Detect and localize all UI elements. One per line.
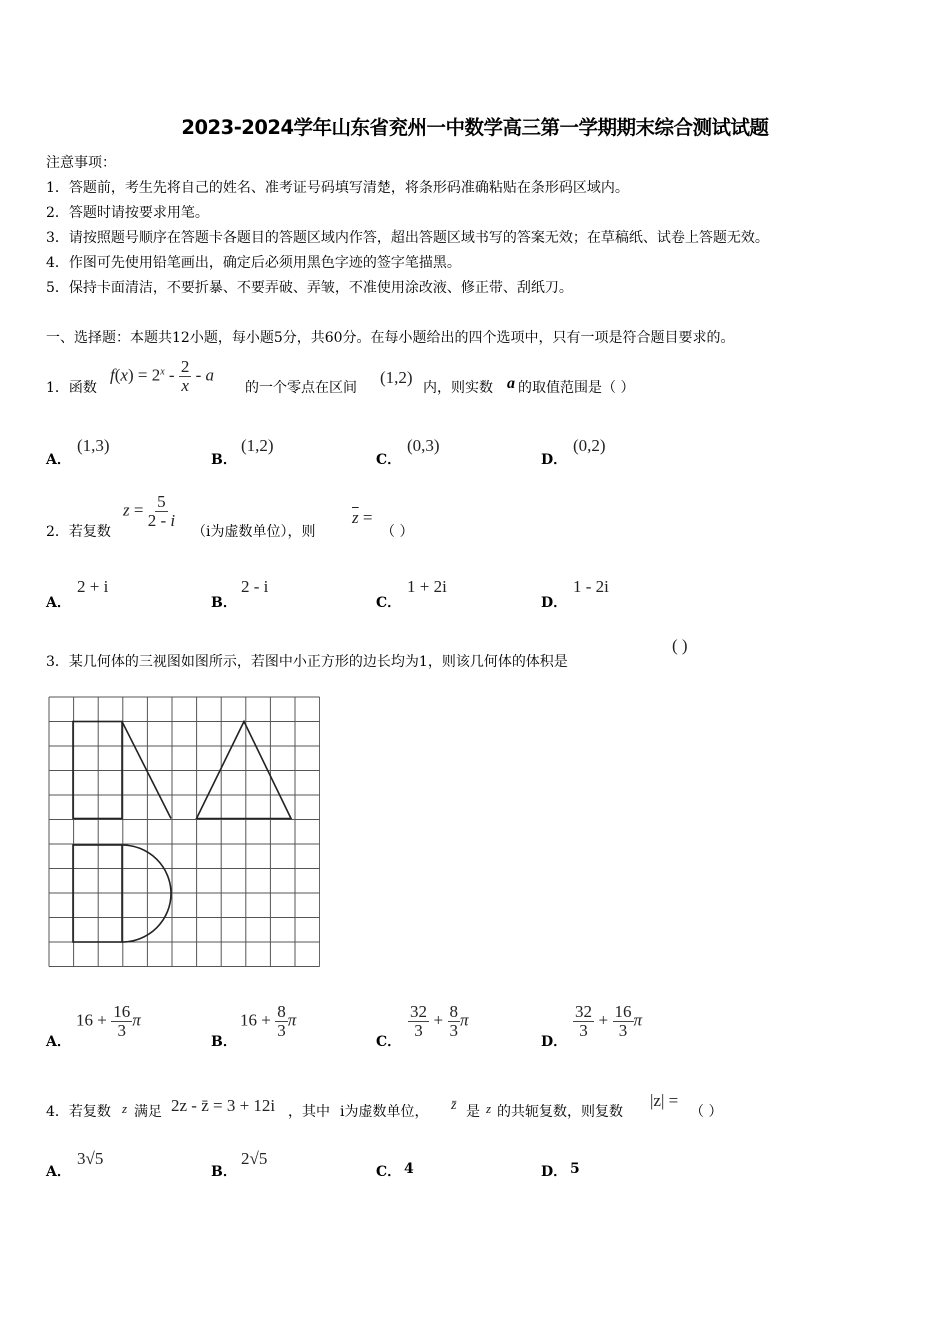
q1-var: a <box>507 375 515 392</box>
q1-interval: (1,2) <box>380 368 413 387</box>
q2-option-a-value[interactable]: 2 + i <box>77 577 109 596</box>
q4-option-c-label[interactable]: C． <box>376 1164 402 1180</box>
q3-option-a-value[interactable]: 16 + $\frac{16}{3}$ π <box>76 1002 141 1040</box>
q2-option-d-value[interactable]: 1 - 2i <box>573 577 609 596</box>
q1-option-b-value[interactable]: (1,2) <box>241 436 274 455</box>
q3-option-d-label[interactable]: D． <box>541 1034 568 1050</box>
q1-option-a-value[interactable]: (1,3) <box>77 436 110 455</box>
q4-option-c-value[interactable]: 4 <box>404 1161 414 1177</box>
q2-option-c-value[interactable]: 1 + 2i <box>407 577 447 596</box>
q4-z-2: z <box>486 1101 492 1116</box>
q4-equation: 2z - z̄ = 3 + 12i <box>171 1096 276 1115</box>
notice-item-4: 4．作图可先使用铅笔画出，确定后必须用黑色字迹的签字笔描黑。 <box>46 255 461 271</box>
q4-prefix: 4．若复数 <box>46 1104 111 1120</box>
q1-option-c-value[interactable]: (0,3) <box>407 436 440 455</box>
q1-suffix-a: 内，则实数 <box>423 380 493 396</box>
q2-prefix: 2．若复数 <box>46 524 111 540</box>
q2-suffix: （ ） <box>381 524 414 540</box>
q1-option-d-value[interactable]: (0,2) <box>573 436 606 455</box>
q4-option-a-label[interactable]: A． <box>46 1164 71 1180</box>
q4-option-b-value[interactable]: 2√5 <box>241 1149 268 1168</box>
notice-heading: 注意事项： <box>46 155 116 171</box>
q1-function-formula: $f(x) = 2^x$ - $\frac{2}{x}$ - a <box>110 357 215 395</box>
q2-option-c-label[interactable]: C． <box>376 595 402 611</box>
q4-satisfy: 满足 <box>134 1104 162 1120</box>
q4-option-b-label[interactable]: B． <box>211 1164 237 1180</box>
q4-mid2: 是 <box>466 1104 480 1120</box>
q4-option-d-value[interactable]: 5 <box>570 1161 580 1177</box>
q3-option-b-value[interactable]: 16 + $\frac{8}{3}$ π <box>240 1002 297 1040</box>
q3-option-b-label[interactable]: B． <box>211 1034 237 1050</box>
q3-option-a-label[interactable]: A． <box>46 1034 71 1050</box>
grid <box>49 697 320 967</box>
q4-option-d-label[interactable]: D． <box>541 1164 568 1180</box>
q4-abs: |z| = <box>650 1091 679 1110</box>
q4-zbar: z̄ <box>451 1098 457 1113</box>
page-title: 2023-2024学年山东省兖州一中数学高三第一学期期末综合测试试题 <box>181 116 769 139</box>
q1-suffix-b: 的取值范围是（ ） <box>518 380 635 396</box>
q4-mid1: ，其中 <box>288 1104 330 1120</box>
q4-option-a-value[interactable]: 3√5 <box>77 1149 104 1168</box>
q2-i-note: i为虚数单位），则 <box>206 524 316 540</box>
notice-item-1: 1．答题前，考生先将自己的姓名、准考证号码填写清楚，将条形码准确粘贴在条形码区域内。 <box>46 180 629 196</box>
q3-option-d-value[interactable]: $\frac{32}{3}$ + $\frac{16}{3}$ π <box>575 1002 643 1040</box>
q2-option-b-value[interactable]: 2 - i <box>241 577 269 596</box>
q2-option-d-label[interactable]: D． <box>541 595 568 611</box>
q1-option-d-label[interactable]: D． <box>541 452 568 468</box>
q1-option-c-label[interactable]: C． <box>376 452 402 468</box>
q4-z: z <box>122 1101 128 1116</box>
notice-item-2: 2．答题时请按要求用笔。 <box>46 205 209 221</box>
q1-mid: 的一个零点在区间 <box>245 380 357 396</box>
q3-paren: ( ) <box>672 636 688 655</box>
q2-option-a-label[interactable]: A． <box>46 595 71 611</box>
three-view-diagram <box>48 696 320 970</box>
q1-option-a-label[interactable]: A． <box>46 452 71 468</box>
q1-prefix: 1．函数 <box>46 380 97 396</box>
section-heading: 一、选择题：本题共12小题，每小题5分，共60分。在每小题给出的四个选项中，只有一项是符合题目要求的。 <box>46 330 735 346</box>
q3-option-c-value[interactable]: $\frac{32}{3}$ + $\frac{8}{3}$ π <box>410 1002 469 1040</box>
notice-item-3: 3．请按照题号顺序在答题卡各题目的答题区域内作答，超出答题区域书写的答案无效；在草稿纸、试卷上答题无效。 <box>46 230 769 246</box>
notice-item-5: 5．保持卡面清洁，不要折暴、不要弄破、弄皱，不准使用涂改液、修正带、刮纸刀。 <box>46 280 573 296</box>
q1-option-b-label[interactable]: B． <box>211 452 237 468</box>
q3-option-c-label[interactable]: C． <box>376 1034 402 1050</box>
q2-option-b-label[interactable]: B． <box>211 595 237 611</box>
q4-mid3: 的共轭复数，则复数 <box>497 1104 623 1120</box>
q3-text: 3．某几何体的三视图如图所示，若图中小正方形的边长均为1，则该几何体的体积是 <box>46 654 568 670</box>
q2-zbar-formula: $\overline{z}$ = <box>352 508 373 527</box>
q2-paren-open: （ <box>192 524 206 540</box>
q4-suffix: （ ） <box>690 1104 723 1120</box>
q4-i-note: i为虚数单位， <box>340 1104 429 1120</box>
q2-formula: z = $\frac{5}{2 - i}$ <box>123 492 176 530</box>
